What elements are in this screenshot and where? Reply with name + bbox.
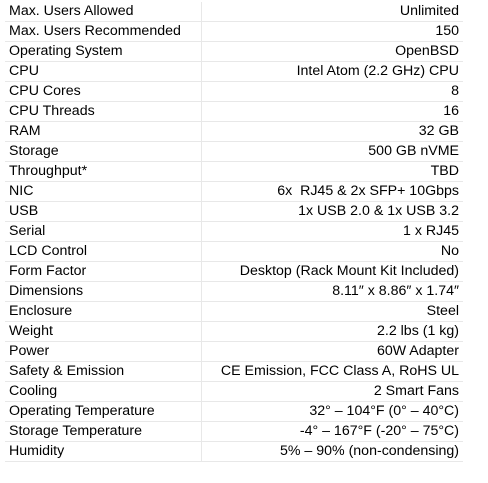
table-row — [5, 142, 463, 162]
spec-value: 32 GB — [202, 122, 464, 142]
table-row — [5, 402, 463, 422]
spec-label: RAM — [5, 122, 202, 142]
table-row — [5, 2, 463, 22]
spec-label: Safety & Emission — [5, 362, 202, 382]
spec-label: Operating Temperature — [5, 402, 202, 422]
table-row — [5, 422, 463, 442]
spec-value: Steel — [202, 302, 464, 322]
spec-value: 1 x RJ45 — [202, 222, 464, 242]
spec-value: No — [202, 242, 464, 262]
table-row — [5, 242, 463, 262]
spec-label: Enclosure — [5, 302, 202, 322]
spec-value: Desktop (Rack Mount Kit Included) — [202, 262, 464, 282]
table-row — [5, 382, 463, 402]
spec-value: 2 Smart Fans — [202, 382, 464, 402]
spec-value: 5% – 90% (non-condensing) — [202, 442, 464, 462]
spec-value: 8 — [202, 82, 464, 102]
table-row — [5, 342, 463, 362]
spec-value: 16 — [202, 102, 464, 122]
table-row — [5, 162, 463, 182]
table-row — [5, 362, 463, 382]
spec-label: Power — [5, 342, 202, 362]
spec-value: 500 GB nVME — [202, 142, 464, 162]
table-row — [5, 182, 463, 202]
spec-table — [5, 2, 463, 462]
spec-label: Form Factor — [5, 262, 202, 282]
spec-value: 60W Adapter — [202, 342, 464, 362]
spec-value: CE Emission, FCC Class A, RoHS UL — [202, 362, 464, 382]
spec-value: 150 — [202, 22, 464, 42]
spec-label: Throughput* — [5, 162, 202, 182]
spec-label: LCD Control — [5, 242, 202, 262]
spec-value: OpenBSD — [202, 42, 464, 62]
spec-label: Max. Users Recommended — [5, 22, 202, 42]
spec-value: Unlimited — [202, 2, 464, 22]
table-row — [5, 282, 463, 302]
table-row — [5, 42, 463, 62]
table-row — [5, 302, 463, 322]
table-row — [5, 102, 463, 122]
spec-value: TBD — [202, 162, 464, 182]
spec-value: 1x USB 2.0 & 1x USB 3.2 — [202, 202, 464, 222]
spec-label: Operating System — [5, 42, 202, 62]
table-row — [5, 262, 463, 282]
spec-label: Cooling — [5, 382, 202, 402]
table-row — [5, 222, 463, 242]
spec-label: CPU Cores — [5, 82, 202, 102]
table-row — [5, 442, 463, 462]
table-row — [5, 122, 463, 142]
spec-label: Weight — [5, 322, 202, 342]
spec-label: CPU Threads — [5, 102, 202, 122]
spec-label: CPU — [5, 62, 202, 82]
spec-value: 8.11″ x 8.86″ x 1.74″ — [202, 282, 464, 302]
spec-value: 32° – 104°F (0° – 40°C) — [202, 402, 464, 422]
spec-label: Humidity — [5, 442, 202, 462]
spec-value: Intel Atom (2.2 GHz) CPU — [202, 62, 464, 82]
spec-label: USB — [5, 202, 202, 222]
spec-label: Dimensions — [5, 282, 202, 302]
table-row — [5, 82, 463, 102]
spec-value: 2.2 lbs (1 kg) — [202, 322, 464, 342]
spec-label: Storage — [5, 142, 202, 162]
table-row — [5, 62, 463, 82]
spec-value: 6x RJ45 & 2x SFP+ 10Gbps — [202, 182, 464, 202]
table-row — [5, 22, 463, 42]
spec-label: NIC — [5, 182, 202, 202]
spec-label: Storage Temperature — [5, 422, 202, 442]
spec-label: Max. Users Allowed — [5, 2, 202, 22]
spec-value: -4° – 167°F (-20° – 75°C) — [202, 422, 464, 442]
spec-table-body — [5, 2, 463, 462]
table-row — [5, 322, 463, 342]
spec-label: Serial — [5, 222, 202, 242]
table-row — [5, 202, 463, 222]
